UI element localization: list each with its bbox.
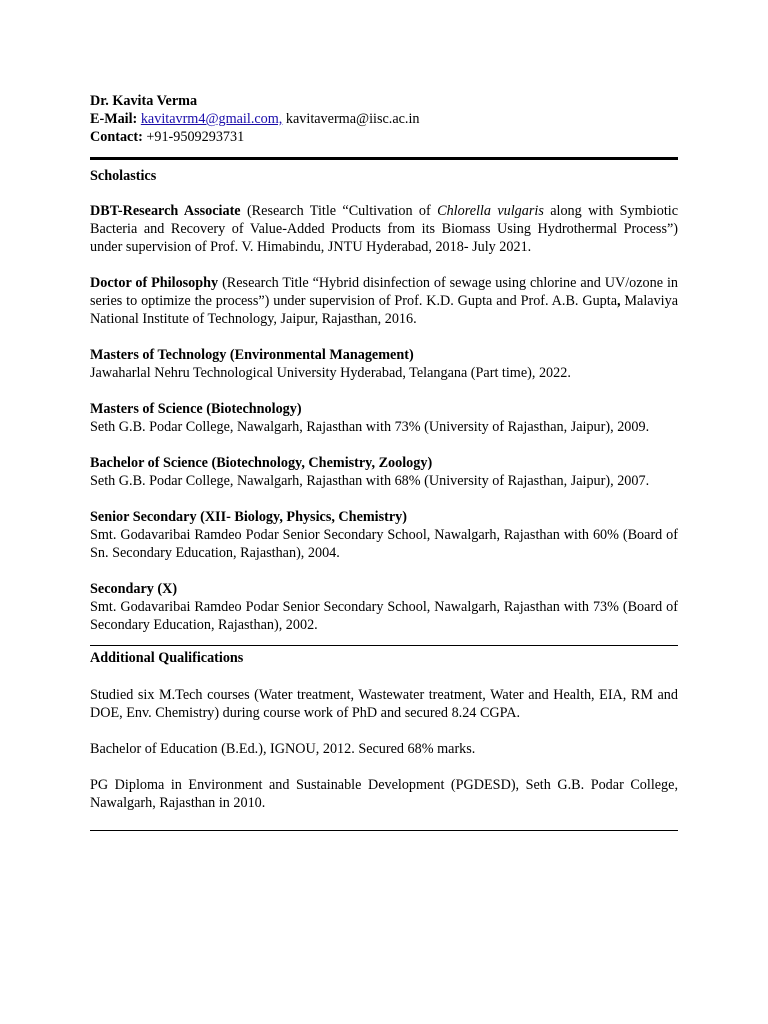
entry-senior-secondary	[90, 508, 678, 562]
resume-content	[90, 92, 678, 831]
section-title-scholastics: Scholastics	[90, 168, 157, 184]
header-block	[90, 92, 678, 146]
entry-title: Bachelor of Science (Biotechnology, Chemistry, Zoology)	[90, 455, 433, 471]
entry-title: Masters of Science (Biotechnology)	[90, 401, 302, 417]
contact-line	[90, 128, 678, 146]
entry-title: Masters of Technology (Environmental Management)	[90, 347, 414, 363]
entry-bachelor-of-science	[90, 454, 678, 490]
footer-divider	[90, 830, 678, 831]
additional-item: PG Diploma in Environment and Sustainable Development (PGDESD), Seth G.B. Podar College, Nawalgarh, Rajasthan in 2010.	[90, 777, 678, 811]
entry-dbt-research-associate	[90, 202, 678, 256]
entry-text: along with Symbiotic Bacteria and Recovery of Value-Added Products from its Biomass Using Hydrothermal Process”) under supervision of Prof. V. Himabindu, JNTU Hyderabad, 2018- July 2021.	[90, 203, 678, 255]
entry-secondary	[90, 580, 678, 634]
entry-text: Seth G.B. Podar College, Nawalgarh, Rajasthan with 73% (University of Rajasthan, Jaipur), 2009.	[90, 419, 650, 435]
entry-masters-of-science	[90, 400, 678, 436]
entry-title: Senior Secondary (XII- Biology, Physics, Chemistry)	[90, 509, 407, 525]
entry-doctor-of-philosophy	[90, 274, 678, 328]
additional-item: Studied six M.Tech courses (Water treatment, Wastewater treatment, Water and Health, EIA, RM and DOE, Env. Chemistry) during course work of PhD and secured 8.24 CGPA.	[90, 687, 678, 721]
entry-text: Seth G.B. Podar College, Nawalgarh, Rajasthan with 68% (University of Rajasthan, Jaipur), 2007.	[90, 473, 650, 489]
header-divider	[90, 157, 678, 160]
entry-masters-of-technology	[90, 346, 678, 382]
section-title-additional-qualifications: Additional Qualifications	[90, 650, 244, 666]
entry-text: Smt. Godavaribai Ramdeo Podar Senior Secondary School, Nawalgarh, Rajasthan with 73% (Board of Secondary Education, Rajasthan), 2002.	[90, 599, 678, 633]
contact-value: +91-9509293731	[146, 129, 245, 145]
entry-title: DBT-Research Associate	[90, 203, 241, 219]
email-secondary: kavitaverma@iisc.ac.in	[285, 111, 420, 127]
species-name: Chlorella vulgaris	[437, 203, 544, 219]
entry-text: (Research Title “Hybrid disinfection of sewage using chlorine and UV/ozone in series to optimize the process”) under supervision of Prof. K.D. Gupta and Prof. A.B. Gupta	[90, 275, 678, 309]
entry-text: Smt. Godavaribai Ramdeo Podar Senior Secondary School, Nawalgarh, Rajasthan with 60% (Board of Sn. Secondary Education, Rajasthan), 2004.	[90, 527, 678, 561]
email-link-primary[interactable]: kavitavrm4@gmail.com,	[140, 111, 283, 127]
entry-text: Jawaharlal Nehru Technological University Hyderabad, Telangana (Part time), 2022.	[90, 365, 571, 381]
contact-label: Contact:	[90, 129, 143, 145]
candidate-name: Dr. Kavita Verma	[90, 93, 198, 109]
entry-title: Secondary (X)	[90, 581, 178, 597]
entry-text: (Research Title “Cultivation of	[240, 203, 438, 219]
entry-text: Malaviya National Institute of Technology, Jaipur, Rajasthan, 2016.	[90, 293, 678, 327]
entry-title: Doctor of Philosophy	[90, 275, 219, 291]
email-label: E-Mail:	[90, 111, 138, 127]
section-divider	[90, 645, 678, 646]
additional-item: Bachelor of Education (B.Ed.), IGNOU, 2012. Secured 68% marks.	[90, 741, 476, 757]
email-line	[90, 110, 678, 128]
entry-comma: ,	[617, 293, 621, 309]
